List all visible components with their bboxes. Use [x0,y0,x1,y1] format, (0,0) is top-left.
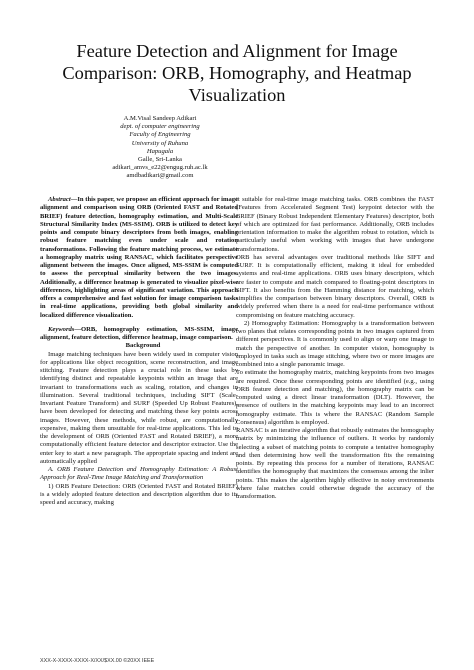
section-heading-background: Background [125,342,161,350]
abstract [40,196,238,320]
orb-advantages-paragraph: ORB has several advantages over traditional methods like SIFT and SURF. It is computationally efficient, making it ideal for embedded systems and real-time applications. ORB uses binary descriptors, which are faster to compute and match compared to floating-point descriptors in SIFT. It also benefits from the Hamming distance for matching, which simplifies the comparison between binary descriptors. Overall, ORB is widely preferred when there is a need for real-time performance without compromising on feature matching accuracy. [236,253,434,319]
author-name: A.M.Visal Sandeep Adikari [123,115,197,122]
author-dept: dept. of computer engineering [120,123,200,131]
estimate-paragraph: To estimate the homography matrix, matching keypoints from two images are required. Once these corresponding points are identified (e.g., using ORB feature detection and matching), the homography matrix can be computed using a direct linear transformation (DLT). However, the presence of outliers in the matching keypoints may lead to an incorrect homography estimate. This is where the RANSAC (Random Sample Consensus) algorithm is employed. [236,369,434,426]
background-paragraph: Image matching techniques have been widely used in computer vision for applications like object recognition, scene reconstruction, and image stitching. Feature detection plays a crucial role in these tasks by identifying distinct and repeatable keypoints within an image that are invariant to transformations such as scaling, rotation, and changes in illumination. Several traditional techniques, including SIFT (Scale-Invariant Feature Transform) and SURF (Speeded Up Robust Features), have been developed for detecting and matching these key points across images. However, these methods, while robust, are computationally expensive, making them unsuitable for real-time applications. This led to the development of ORB (Oriented FAST and Rotated BRIEF), a more computationally efficient feature detector and descriptor extractor. Use the enter key to start a new paragraph. The appropriate spacing and indent are automatically applied [40,350,238,465]
homography-paragraph: 2) Homography Estimation: Homography is a transformation between two planes that relates corresponding points in two images captured from different perspectives. It is commonly used to align or warp one image to match the perspective of another. In computer vision, homography is employed in tasks such as image stitching, where two or more images are combined into a single panoramic image. [236,319,434,368]
subsection-heading-a: A. ORB Feature Detection and Homography Estimation: A Robust Approach for Real-Time Image Matching and Transformation [40,466,238,482]
keywords-label: Keywords [48,325,75,333]
abstract-text: —In this paper, we propose an efficient approach for image alignment and comparison using ORB (Oriented FAST and Rotated BRIEF) feature detection, homography estimation, and Multi-Scale Structural Similarity Index (MS-SSIM). ORB is utilized to detect key points and compute binary descriptors from both images, enabling robust feature matching even under scale and rotation transformations. Following the feature matching process, we estimate a homography matrix using RANSAC, which facilitates perspective alignment between the images. Once aligned, MS-SSIM is computed to assess the perceptual similarity between the two images. Additionally, a difference heatmap is generated to visualize pixel-wise differences, highlighting areas of significant variation. This approach offers a comprehensive and fast solution for image comparison tasks in real-time applications, providing both global similarity and localized difference visualization. [40,196,238,319]
author-location: Galle, Sri-Lanka [138,156,182,164]
keywords [40,326,238,343]
orb-paragraph-start: 1) ORB Feature Detection: ORB (Oriented FAST and Rotated BRIEF) is a widely adopted feature detection and description algorithm due to its speed and accuracy, making [40,482,238,506]
right-column [236,196,434,501]
left-column [40,196,238,507]
orb-paragraph-continued: it suitable for real-time image matching tasks. ORB combines the FAST (Features from Accelerated Segment Test) keypoint detector with the BRIEF (Binary Robust Independent Elementary Features) descriptor, both of which are optimized for fast performance. Additionally, ORB includes orientation information to make the algorithm robust to rotation, which is particularly useful when working with images that have undergone transformations. [236,196,434,253]
abstract-label: Abstract [48,196,71,203]
ransac-paragraph: RANSAC is an iterative algorithm that robustly estimates the homography matrix by minimizing the influence of outliers. It works by randomly selecting a subset of matching points to compute a tentative homography and then determining how well the transformation fits the remaining points. By repeating this process for a number of iterations, RANSAC identifies the homography that maximizes the consensus among the inlier points. This makes the algorithm highly effective in noisy environments where false matches could otherwise degrade the accuracy of the transformation. [236,427,434,500]
author-faculty: Faculty of Engineering [129,131,191,139]
author-block [100,115,220,181]
author-email-1: adikari_amvs_e22@engug.ruh.ac.lk [112,164,208,172]
author-city: Hapugala [146,147,174,155]
author-university: University of Ruhuna [131,139,189,147]
author-email-2: amdbadikari@gmail.com [126,172,194,180]
copyright-footer: XXX-X-XXXX-XXXX-X/XX/$XX.00 ©20XX IEEE [40,658,155,664]
paper-title: Feature Detection and Alignment for Image Comparison: ORB, Homography, and Heatmap Visualization [62,41,412,105]
keywords-text: —ORB, homography estimation, MS-SSIM, image alignment, feature detection, difference heatmap, image comparison. [40,325,238,341]
